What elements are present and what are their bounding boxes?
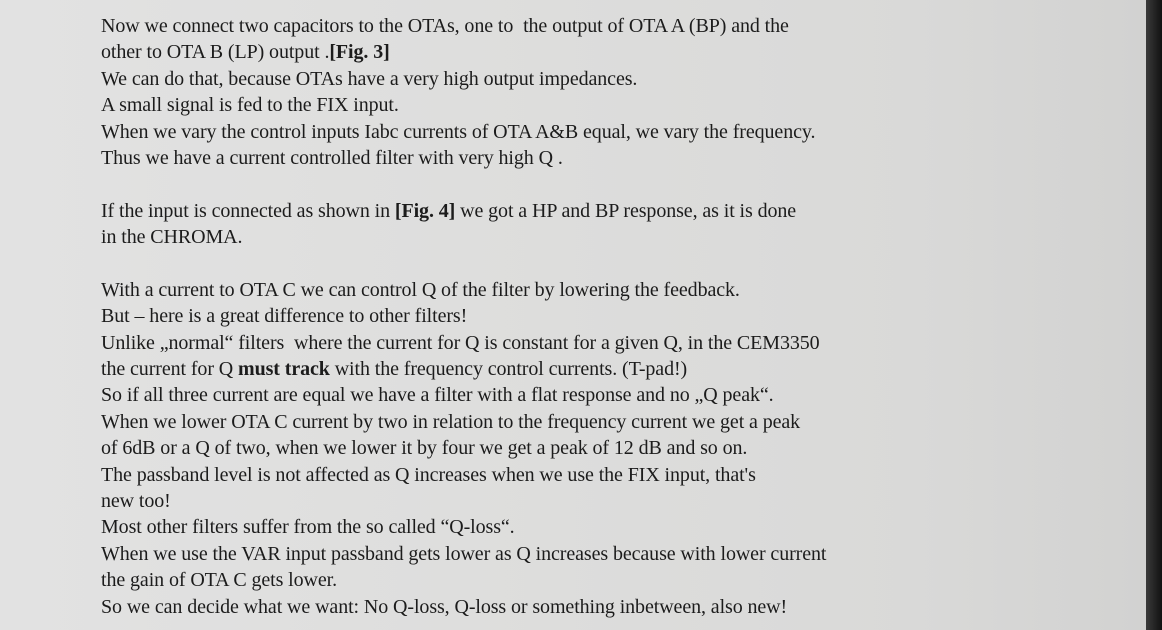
text-line (101, 119, 1131, 145)
document-text (101, 13, 1131, 620)
text-line (101, 514, 1131, 540)
text-line (101, 462, 1131, 488)
text-run: the current for Q (101, 358, 239, 381)
text-run: So if all three current are equal we have a filter with a flat response and no „Q peak“. (101, 384, 774, 407)
bold-text-run: [Fig. 4] (394, 199, 456, 222)
paragraph-gap (101, 251, 1131, 277)
paragraph (101, 277, 1131, 620)
bold-text-run: must track (238, 358, 330, 381)
text-run: Most other filters suffer from the so called “Q-loss“. (101, 516, 515, 539)
text-run: the gain of OTA C gets lower. (101, 569, 338, 592)
text-line (101, 13, 1131, 39)
paragraph (101, 13, 1131, 171)
text-run: With a current to OTA C we can control Q of the filter by lowering the feedback. (101, 278, 740, 301)
text-line (101, 356, 1131, 382)
text-run: But – here is a great difference to other filters! (101, 305, 468, 328)
text-run: other to OTA B (LP) output . (101, 41, 330, 64)
text-run: If the input is connected as shown in (101, 199, 395, 222)
text-run: A small signal is fed to the FIX input. (101, 94, 399, 117)
text-line (101, 567, 1131, 593)
text-line (101, 303, 1131, 329)
text-run: we got a HP and BP response, as it is done (455, 199, 797, 222)
text-line (101, 488, 1131, 514)
text-line (101, 594, 1131, 620)
text-run: in the CHROMA. (101, 226, 243, 249)
text-line (101, 382, 1131, 408)
text-run: Thus we have a current controlled filter with very high Q . (101, 146, 563, 169)
text-run: When we vary the control inputs Iabc currents of OTA A&B equal, we vary the frequency. (101, 120, 816, 143)
text-run: We can do that, because OTAs have a very high output impedances. (101, 67, 638, 90)
text-run: Now we connect two capacitors to the OTAs, one to the output of OTA A (BP) and the (101, 15, 789, 37)
text-line (101, 39, 1131, 65)
text-run: When we lower OTA C current by two in relation to the frequency current we get a peak (101, 410, 801, 433)
text-run: When we use the VAR input passband gets lower as Q increases because with lower current (101, 542, 827, 565)
text-line (101, 198, 1131, 224)
text-line (101, 541, 1131, 567)
text-run: Unlike „normal“ filters where the current for Q is constant for a given Q, in the CEM3350 (101, 331, 820, 354)
text-line (101, 435, 1131, 461)
text-line (101, 330, 1131, 356)
text-line (101, 409, 1131, 435)
text-line (101, 277, 1131, 303)
text-line (101, 66, 1131, 92)
text-line (101, 92, 1131, 118)
text-run: The passband level is not affected as Q increases when we use the FIX input, that's (101, 463, 756, 486)
text-run: of 6dB or a Q of two, when we lower it by four we get a peak of 12 dB and so on. (101, 437, 748, 460)
text-run: So we can decide what we want: No Q-loss, Q-loss or something inbetween, also new! (101, 595, 788, 618)
text-run: with the frequency control currents. (T-pad!) (329, 358, 688, 381)
text-line (101, 145, 1131, 171)
paragraph-gap (101, 171, 1131, 197)
page-edge-shadow (1146, 0, 1162, 630)
bold-text-run: [Fig. 3] (329, 41, 390, 64)
text-run: new too! (101, 490, 171, 513)
text-line (101, 224, 1131, 250)
paragraph (101, 198, 1131, 251)
